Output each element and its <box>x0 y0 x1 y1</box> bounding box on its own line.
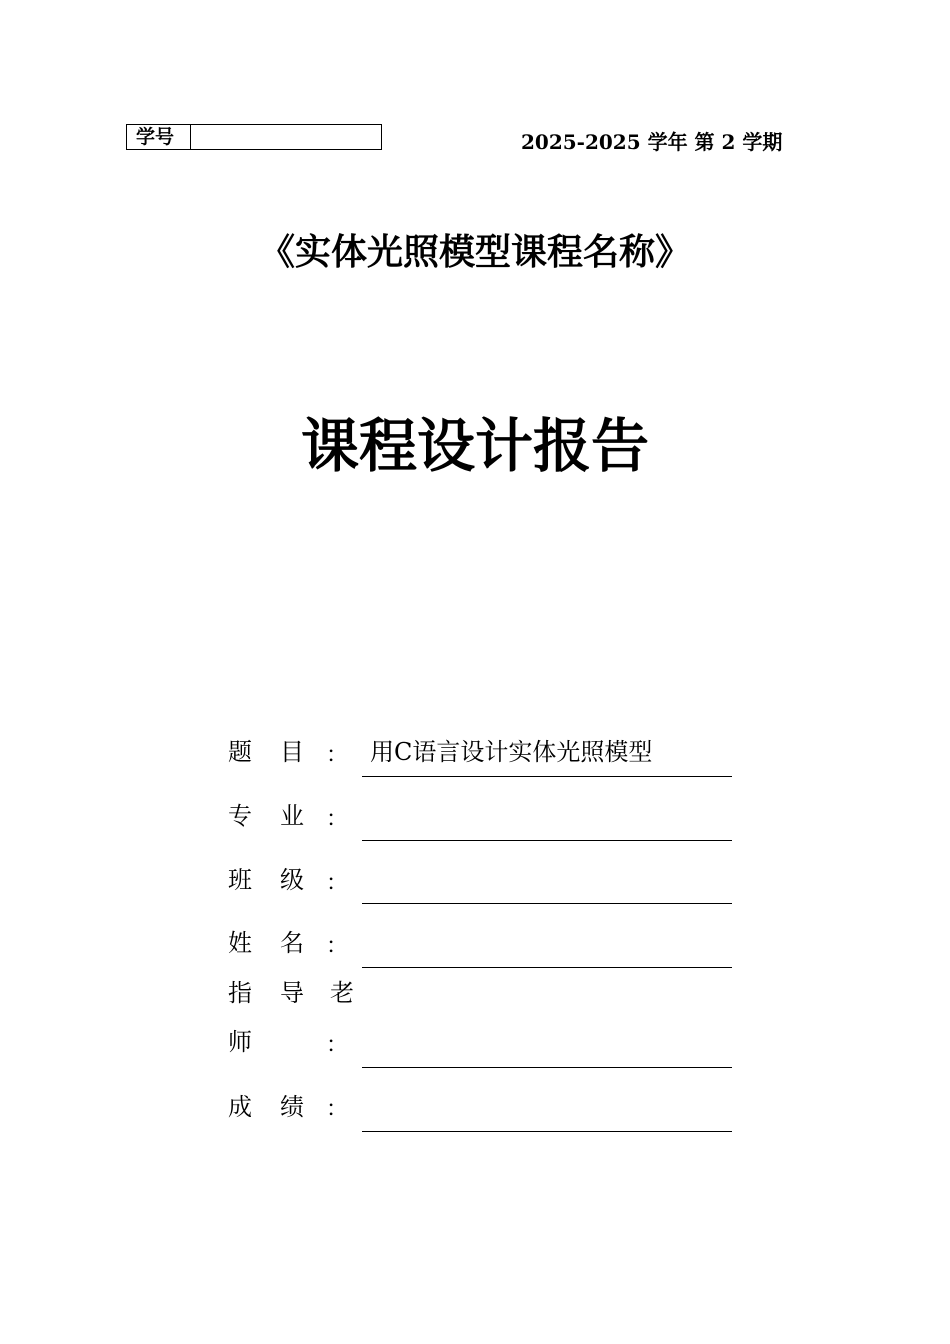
advisor-label-char-2: 导 <box>280 979 304 1007</box>
grade-label-char-1: 成 <box>228 1093 252 1121</box>
topic-label-char-2: 目 <box>280 738 304 766</box>
advisor-label-char-4: 师 <box>228 1028 252 1056</box>
student-id-label: 学号 <box>127 125 191 149</box>
grade-label-char-2: 绩 <box>280 1093 304 1121</box>
class-label-char-1: 班 <box>228 866 252 894</box>
class-label-char-2: 级 <box>280 866 304 894</box>
major-underline <box>362 840 732 841</box>
advisor-label-char-3: 老 <box>330 979 354 1007</box>
class-underline <box>362 903 732 904</box>
name-colon: ： <box>326 934 349 959</box>
advisor-label-char-1: 指 <box>228 979 252 1007</box>
semester-label: 2025-2025 学年 第 2 学期 <box>521 130 783 154</box>
report-title: 课程设计报告 <box>300 412 649 480</box>
name-label-char-2: 名 <box>280 929 304 957</box>
name-underline <box>362 967 732 968</box>
name-label-char-1: 姓 <box>228 929 252 957</box>
topic-colon: ： <box>326 743 349 768</box>
advisor-underline <box>362 1067 732 1068</box>
course-title: 《实体光照模型课程名称》 <box>258 232 691 273</box>
major-colon: ： <box>326 807 349 832</box>
student-id-field <box>191 125 381 149</box>
topic-label-char-1: 题 <box>228 738 252 766</box>
major-label-char-2: 业 <box>280 802 304 830</box>
grade-colon: ： <box>326 1097 349 1122</box>
class-colon: ： <box>326 871 349 896</box>
advisor-colon: ： <box>326 1033 349 1058</box>
student-id-box <box>126 124 382 150</box>
topic-value: 用C语言设计实体光照模型 <box>370 738 653 766</box>
major-label-char-1: 专 <box>228 802 252 830</box>
topic-underline <box>362 776 732 777</box>
grade-underline <box>362 1131 732 1132</box>
